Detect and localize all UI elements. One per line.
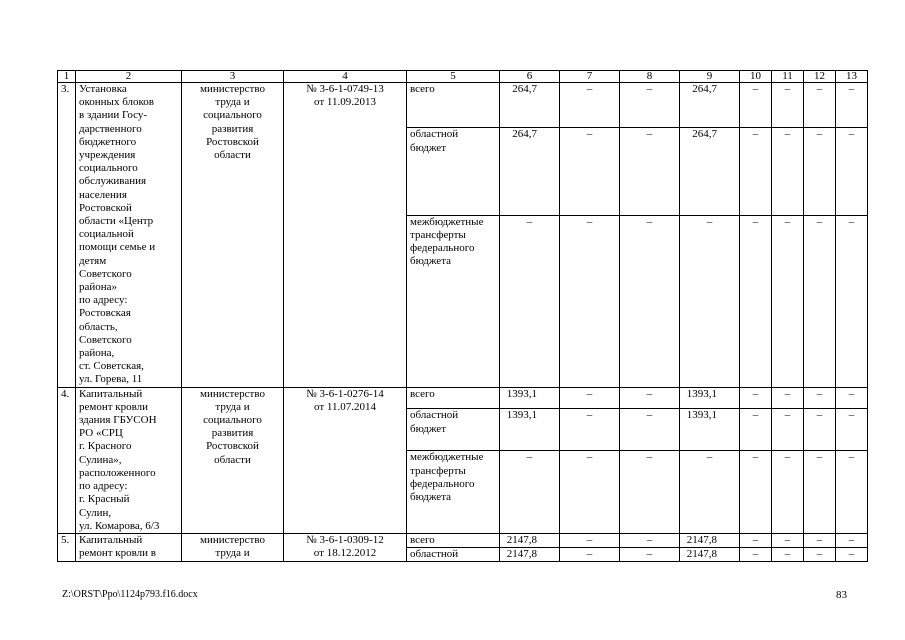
funding-source-line: трансферты <box>410 229 466 242</box>
value-c7: – <box>560 128 620 216</box>
value-c8: – <box>620 128 680 216</box>
value-c8: – <box>620 83 680 128</box>
document-ref-line: от 11.09.2013 <box>313 96 376 109</box>
value-c10: – <box>740 83 772 128</box>
object-name-line: расположенного <box>79 466 156 479</box>
value-c7: – <box>560 548 620 562</box>
col-header-7: 7 <box>560 71 620 83</box>
value-c7: – <box>560 83 620 128</box>
object-name-line: района» <box>79 281 118 294</box>
object-name-line: Советского <box>79 267 132 280</box>
funding-source <box>407 409 500 451</box>
row-number: 5. <box>58 533 76 561</box>
row-number: 4. <box>58 387 76 533</box>
value-c6: 2147,8 <box>500 533 560 547</box>
ministry-line: области <box>214 453 251 466</box>
value-c6: 264,7 <box>500 83 560 128</box>
ministry <box>182 387 284 533</box>
object-name-line: области «Центр <box>79 215 154 228</box>
value-c12: – <box>804 409 836 451</box>
col-header-3: 3 <box>182 71 284 83</box>
value-c12: – <box>804 215 836 387</box>
table-row <box>58 387 868 409</box>
ministry-line: развития <box>211 122 254 135</box>
value-c11: – <box>772 548 804 562</box>
table-row <box>58 83 868 128</box>
ministry-line: труда и <box>215 400 250 413</box>
value-c8: – <box>620 409 680 451</box>
object-name-line: помощи семье и <box>79 241 156 254</box>
value-c13: – <box>836 548 868 562</box>
col-header-5: 5 <box>407 71 500 83</box>
object-name-line: область, <box>79 320 118 333</box>
value-c13: – <box>836 387 868 409</box>
funding-source-line: областной <box>410 128 459 141</box>
object-name <box>76 387 182 533</box>
ministry-line: Ростовской <box>206 135 259 148</box>
value-c9: 264,7 <box>680 128 740 216</box>
value-c9: 264,7 <box>680 83 740 128</box>
ministry-line: социального <box>203 109 262 122</box>
object-name-line: детям <box>79 254 107 267</box>
header-row <box>58 71 868 83</box>
document-ref <box>284 387 407 533</box>
ministry-line: социального <box>203 414 262 427</box>
value-c11: – <box>772 128 804 216</box>
ministry-line: развития <box>211 427 254 440</box>
funding-source-line: федерального <box>410 242 475 255</box>
ministry-line: труда и <box>215 96 250 109</box>
value-c7: – <box>560 533 620 547</box>
object-name-line: населения <box>79 188 127 201</box>
value-c13: – <box>836 533 868 547</box>
value-c10: – <box>740 451 772 533</box>
object-name-line: оконных блоков <box>79 96 154 109</box>
value-c7: – <box>560 409 620 451</box>
value-c13: – <box>836 451 868 533</box>
value-c9: 1393,1 <box>680 409 740 451</box>
value-c7: – <box>560 387 620 409</box>
funding-source-line: бюджет <box>410 422 446 435</box>
table-body <box>58 71 868 562</box>
value-c10: – <box>740 215 772 387</box>
value-c10: – <box>740 548 772 562</box>
object-name-line: ремонт кровли <box>79 400 149 413</box>
document-ref-line: № 3-6-1-0309-12 <box>306 533 384 546</box>
table-row <box>58 533 868 547</box>
budget-table <box>57 70 868 562</box>
ministry <box>182 533 284 561</box>
funding-source <box>407 83 500 128</box>
value-c9: – <box>680 451 740 533</box>
object-name-line: в здании Госу- <box>79 109 148 122</box>
value-c11: – <box>772 533 804 547</box>
row-number: 3. <box>58 83 76 388</box>
value-c10: – <box>740 533 772 547</box>
value-c9: 2147,8 <box>680 533 740 547</box>
object-name-line: Советского <box>79 333 132 346</box>
value-c13: – <box>836 128 868 216</box>
object-name-line: Капитальный <box>79 533 143 546</box>
ministry <box>182 83 284 388</box>
value-c8: – <box>620 451 680 533</box>
value-c12: – <box>804 128 836 216</box>
value-c6: – <box>500 215 560 387</box>
object-name-line: здания ГБУСОН <box>79 414 157 427</box>
value-c12: – <box>804 548 836 562</box>
object-name <box>76 533 182 561</box>
value-c13: – <box>836 83 868 128</box>
object-name-line: Ростовская <box>79 307 131 320</box>
object-name-line: г. Красного <box>79 440 132 453</box>
object-name-line: бюджетного <box>79 135 137 148</box>
object-name <box>76 83 182 388</box>
funding-source-line: федерального <box>410 477 475 490</box>
value-c10: – <box>740 409 772 451</box>
value-c9: – <box>680 215 740 387</box>
value-c6: – <box>500 451 560 533</box>
ministry-line: Ростовской <box>206 440 259 453</box>
funding-source <box>407 215 500 387</box>
footer-page-number: 83 <box>836 589 847 601</box>
value-c8: – <box>620 533 680 547</box>
funding-source-line: областной <box>410 548 459 561</box>
value-c6: 1393,1 <box>500 387 560 409</box>
object-name-line: ремонт кровли в <box>79 547 156 560</box>
col-header-13: 13 <box>836 71 868 83</box>
value-c6: 2147,8 <box>500 548 560 562</box>
value-c7: – <box>560 215 620 387</box>
value-c13: – <box>836 215 868 387</box>
object-name-line: Сулина», <box>79 453 122 466</box>
object-name-line: Капитальный <box>79 387 143 400</box>
value-c11: – <box>772 83 804 128</box>
value-c12: – <box>804 451 836 533</box>
document-ref-line: № 3-6-1-0749-13 <box>306 83 384 95</box>
object-name-line: района, <box>79 347 115 360</box>
funding-source-line: бюджет <box>410 141 446 154</box>
footer-file-path: Z:\ORST\Ppo\1124p793.f16.docx <box>62 589 198 600</box>
value-c12: – <box>804 83 836 128</box>
object-name-line: ул. Горева, 11 <box>79 373 143 386</box>
value-c10: – <box>740 387 772 409</box>
value-c11: – <box>772 387 804 409</box>
col-header-4: 4 <box>284 71 407 83</box>
value-c12: – <box>804 387 836 409</box>
col-header-1: 1 <box>58 71 76 83</box>
document-ref-line: № 3-6-1-0276-14 <box>306 387 384 400</box>
value-c8: – <box>620 215 680 387</box>
funding-source <box>407 128 500 216</box>
value-c11: – <box>772 451 804 533</box>
col-header-8: 8 <box>620 71 680 83</box>
col-header-2: 2 <box>76 71 182 83</box>
col-header-9: 9 <box>680 71 740 83</box>
value-c8: – <box>620 548 680 562</box>
ministry-line: области <box>214 149 251 162</box>
object-name-line: ул. Комарова, 6/3 <box>79 519 160 532</box>
value-c12: – <box>804 533 836 547</box>
value-c10: – <box>740 128 772 216</box>
col-header-6: 6 <box>500 71 560 83</box>
object-name-line: г. Красный <box>79 493 130 506</box>
object-name-line: РО «СРЦ <box>79 427 123 440</box>
object-name-line: Установка <box>79 83 127 95</box>
object-name-line: социального <box>79 162 138 175</box>
object-name-line: социальной <box>79 228 134 241</box>
funding-source-line: бюджета <box>410 255 452 268</box>
funding-source-line: областной <box>410 409 459 422</box>
funding-source-line: межбюджетные <box>410 451 484 464</box>
object-name-line: по адресу: <box>79 294 128 307</box>
object-name-line: Сулин, <box>79 506 112 519</box>
document-ref-line: от 11.07.2014 <box>313 400 376 413</box>
value-c7: – <box>560 451 620 533</box>
value-c9: 2147,8 <box>680 548 740 562</box>
funding-source-line: трансферты <box>410 464 466 477</box>
value-c11: – <box>772 409 804 451</box>
value-c6: 1393,1 <box>500 409 560 451</box>
ministry-line: труда и <box>215 547 250 560</box>
value-c6: 264,7 <box>500 128 560 216</box>
document-ref <box>284 83 407 388</box>
funding-source-line: всего <box>410 387 435 400</box>
col-header-10: 10 <box>740 71 772 83</box>
value-c8: – <box>620 387 680 409</box>
ministry-line: министерство <box>199 83 265 95</box>
document-ref-line: от 18.12.2012 <box>313 547 377 560</box>
value-c9: 1393,1 <box>680 387 740 409</box>
value-c11: – <box>772 215 804 387</box>
ministry-line: министерство <box>199 387 265 400</box>
col-header-12: 12 <box>804 71 836 83</box>
object-name-line: Ростовской <box>79 201 132 214</box>
funding-source <box>407 548 500 562</box>
funding-source-line: всего <box>410 83 435 95</box>
funding-source-line: бюджета <box>410 491 452 504</box>
document-ref <box>284 533 407 561</box>
object-name-line: по адресу: <box>79 480 128 493</box>
ministry-line: министерство <box>199 533 265 546</box>
funding-source <box>407 451 500 533</box>
funding-source <box>407 533 500 547</box>
object-name-line: ст. Советская, <box>79 360 144 373</box>
col-header-11: 11 <box>772 71 804 83</box>
object-name-line: обслуживания <box>79 175 147 188</box>
funding-source-line: всего <box>410 533 435 546</box>
object-name-line: дарственного <box>79 122 142 135</box>
object-name-line: учреждения <box>79 149 136 162</box>
funding-source <box>407 387 500 409</box>
value-c13: – <box>836 409 868 451</box>
funding-source-line: межбюджетные <box>410 215 484 228</box>
